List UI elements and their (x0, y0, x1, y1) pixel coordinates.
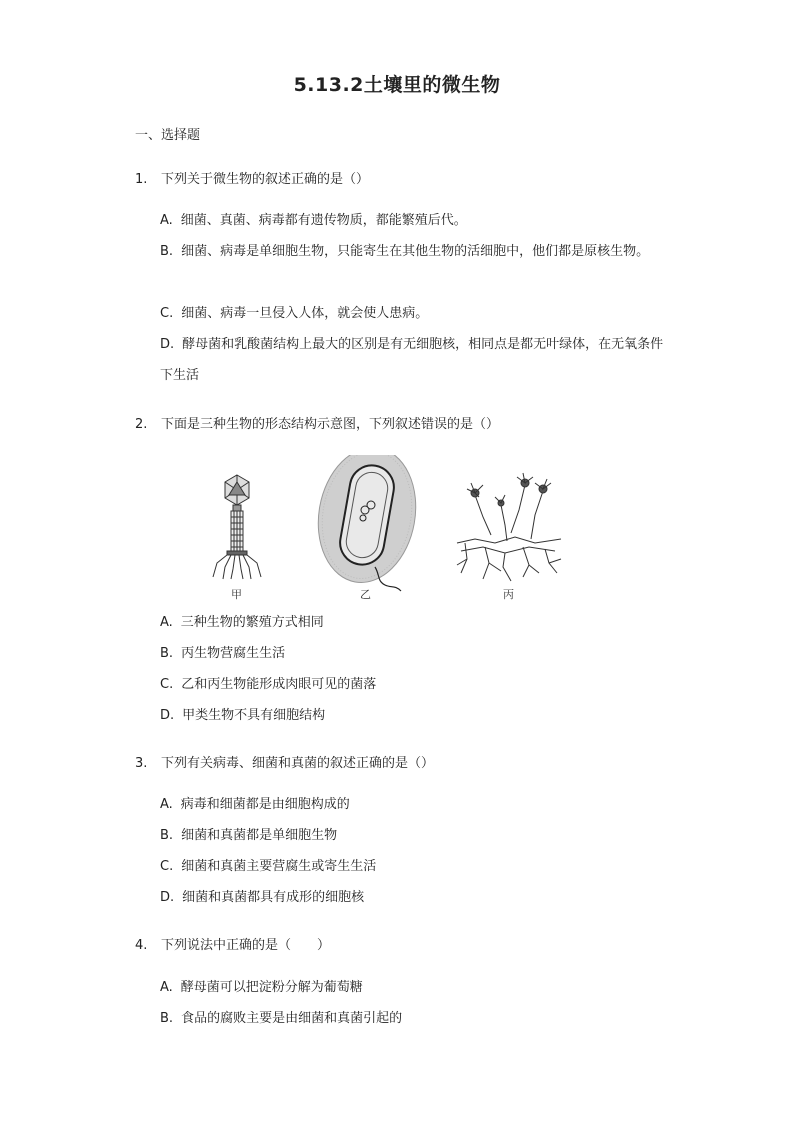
option-label: C. (160, 306, 174, 321)
microbe-figure (205, 455, 575, 605)
option-1d[interactable] (160, 329, 670, 391)
option-4a[interactable] (160, 972, 670, 1003)
option-text: 酵母菌和乳酸菌结构上最大的区别是有无细胞核，相同点是都无叶绿体，在无氧条件下生活 (160, 337, 664, 383)
option-label: A. (160, 213, 173, 228)
option-label: A. (160, 797, 173, 812)
option-label: B. (160, 1011, 174, 1026)
option-label: D. (160, 708, 175, 723)
question-stem: 下列关于微生物的叙述正确的是（） (161, 172, 370, 187)
option-label: B. (160, 828, 174, 843)
option-1b[interactable] (160, 236, 670, 267)
option-text: 三种生物的繁殖方式相同 (180, 615, 324, 630)
option-3b[interactable] (160, 820, 670, 851)
option-text: 食品的腐败主要是由细菌和真菌引起的 (181, 1011, 403, 1026)
option-text: 乙和丙生物能形成肉眼可见的菌落 (181, 677, 377, 692)
bacteriophage-illustration (213, 475, 261, 579)
option-2d[interactable] (160, 700, 670, 731)
section-title: 一、选择题 (135, 128, 201, 143)
question-3 (135, 752, 434, 771)
question-stem: 下列说法中正确的是（ ） (161, 938, 331, 953)
option-2b[interactable] (160, 638, 670, 669)
option-label: D. (160, 337, 175, 352)
option-text: 细菌、真菌、病毒都有遗传物质，都能繁殖后代。 (180, 213, 467, 228)
question-stem: 下面是三种生物的形态结构示意图，下列叙述错误的是（） (161, 417, 500, 432)
option-text: 丙生物营腐生生活 (181, 646, 286, 661)
option-text: 病毒和细菌都是由细胞构成的 (180, 797, 350, 812)
mold-illustration (457, 473, 561, 581)
question-number: 3. (135, 756, 148, 771)
figure-label-yi: 乙 (360, 588, 371, 601)
question-1 (135, 168, 369, 187)
option-1c[interactable] (160, 298, 670, 329)
option-4b[interactable] (160, 1003, 670, 1034)
page-title: 5.13.2土壤里的微生物 (293, 74, 501, 96)
figure-label-jia: 甲 (231, 588, 242, 601)
option-label: C. (160, 677, 174, 692)
option-label: B. (160, 646, 174, 661)
question-stem: 下列有关病毒、细菌和真菌的叙述正确的是（） (161, 756, 435, 771)
figure-label-bing: 丙 (503, 588, 514, 601)
option-3d[interactable] (160, 882, 670, 913)
option-text: 细菌、病毒一旦侵入人体，就会使人患病。 (181, 306, 429, 321)
question-number: 4. (135, 938, 148, 953)
option-1a[interactable] (160, 205, 670, 236)
option-text: 酵母菌可以把淀粉分解为葡萄糖 (180, 980, 363, 995)
option-2c[interactable] (160, 669, 670, 700)
question-2 (135, 413, 499, 432)
option-text: 甲类生物不具有细胞结构 (182, 708, 326, 723)
option-label: A. (160, 615, 173, 630)
question-number: 2. (135, 417, 148, 432)
option-text: 细菌和真菌都是单细胞生物 (181, 828, 338, 843)
option-text: 细菌和真菌都具有成形的细胞核 (182, 890, 365, 905)
question-4 (135, 934, 330, 953)
option-text: 细菌和真菌主要营腐生或寄生生活 (181, 859, 377, 874)
question-number: 1. (135, 172, 148, 187)
option-label: C. (160, 859, 174, 874)
option-label: B. (160, 244, 174, 259)
bacterium-illustration (308, 455, 426, 591)
option-2a[interactable] (160, 607, 670, 638)
option-label: A. (160, 980, 173, 995)
option-text: 细菌、病毒是单细胞生物，只能寄生在其他生物的活细胞中，他们都是原核生物。 (181, 244, 650, 259)
option-3c[interactable] (160, 851, 670, 882)
option-label: D. (160, 890, 175, 905)
option-3a[interactable] (160, 789, 670, 820)
